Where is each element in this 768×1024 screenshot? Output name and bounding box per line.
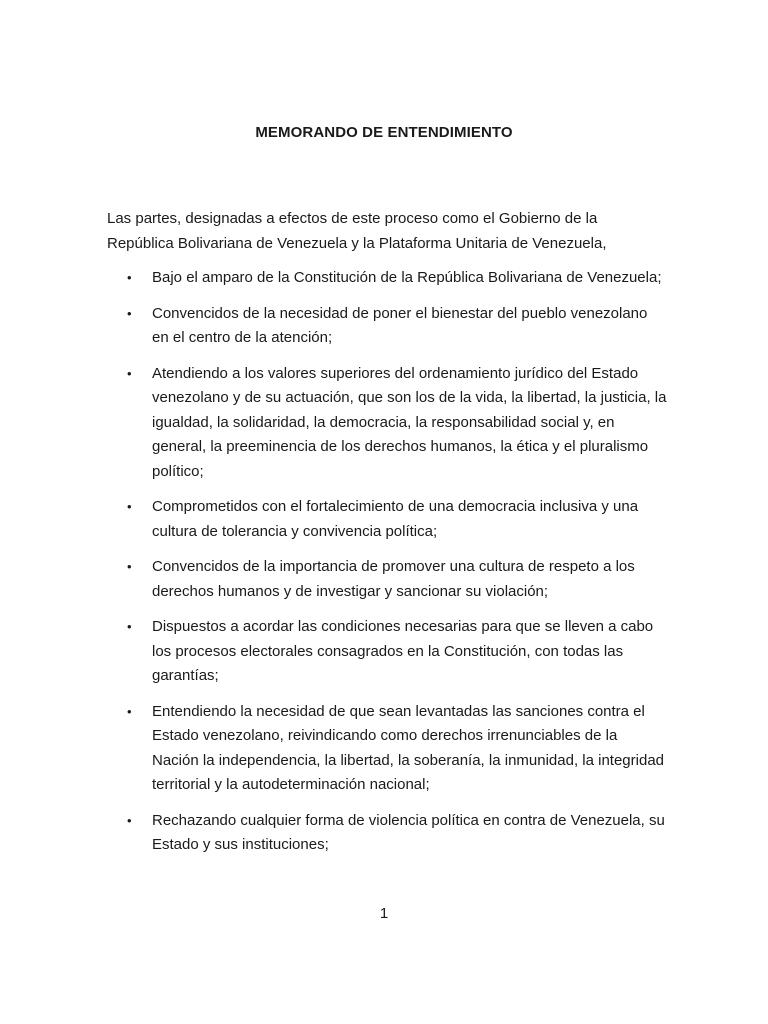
bullet-icon: • bbox=[127, 619, 132, 634]
bullet-icon: • bbox=[127, 270, 132, 285]
bullet-icon: • bbox=[127, 703, 132, 719]
bullet-text: Bajo el amparo de la Constitución de la República Bolivariana de Venezuela; bbox=[152, 269, 662, 286]
bullet-icon: • bbox=[127, 559, 132, 574]
bullet-item bbox=[107, 266, 667, 291]
bullet-text: Rechazando cualquier forma de violencia política en contra de Venezuela, su Estado y sus instituciones; bbox=[152, 811, 665, 853]
bullet-icon: • bbox=[127, 499, 132, 514]
bullet-icon: • bbox=[127, 812, 132, 828]
bullet-text: Atendiendo a los valores superiores del ordenamiento jurídico del Estado venezolano y de su actuación, que son los de la vida, la libertad, la justicia, la igualdad, la solidaridad, la democracia, la responsabilidad social y, en general, la preeminencia de los derechos humanos, la ética y el pluralismo político; bbox=[152, 364, 667, 480]
bullet-text: Dispuestos a acordar las condiciones necesarias para que se lleven a cabo los procesos electorales consagrados en la Constitución, con todas las garantías; bbox=[152, 618, 654, 684]
bullet-item bbox=[107, 495, 667, 544]
bullet-icon: • bbox=[127, 365, 132, 381]
bullet-text: Convencidos de la importancia de promover una cultura de respeto a los derechos humanos y de investigar y sancionar su violación; bbox=[152, 558, 635, 600]
bullet-item bbox=[107, 362, 667, 485]
document-title: MEMORANDO DE ENTENDIMIENTO bbox=[255, 124, 513, 141]
bullet-item bbox=[107, 809, 667, 858]
bullet-icon: • bbox=[127, 305, 132, 321]
bullet-text: Convencidos de la necesidad de poner el bienestar del pueblo venezolano en el centro de la atención; bbox=[152, 304, 648, 346]
bullet-item bbox=[107, 615, 667, 689]
bullet-text: Comprometidos con el fortalecimiento de una democracia inclusiva y una cultura de tolerancia y convivencia política; bbox=[152, 498, 639, 540]
bullet-list bbox=[107, 266, 667, 869]
bullet-item bbox=[107, 302, 667, 351]
bullet-text: Entendiendo la necesidad de que sean levantadas las sanciones contra el Estado venezolano, reivindicando como derechos irrenunciables de la Nación la independencia, la libertad, la soberanía, la inmunidad, la integridad territorial y la autodeterminación nacional; bbox=[152, 702, 665, 793]
bullet-item bbox=[107, 555, 667, 604]
intro-paragraph: Las partes, designadas a efectos de este proceso como el Gobierno de la República Bolivariana de Venezuela y la Plataforma Unitaria de Venezuela, bbox=[107, 210, 607, 252]
bullet-item bbox=[107, 700, 667, 798]
page-number: 1 bbox=[379, 905, 389, 922]
